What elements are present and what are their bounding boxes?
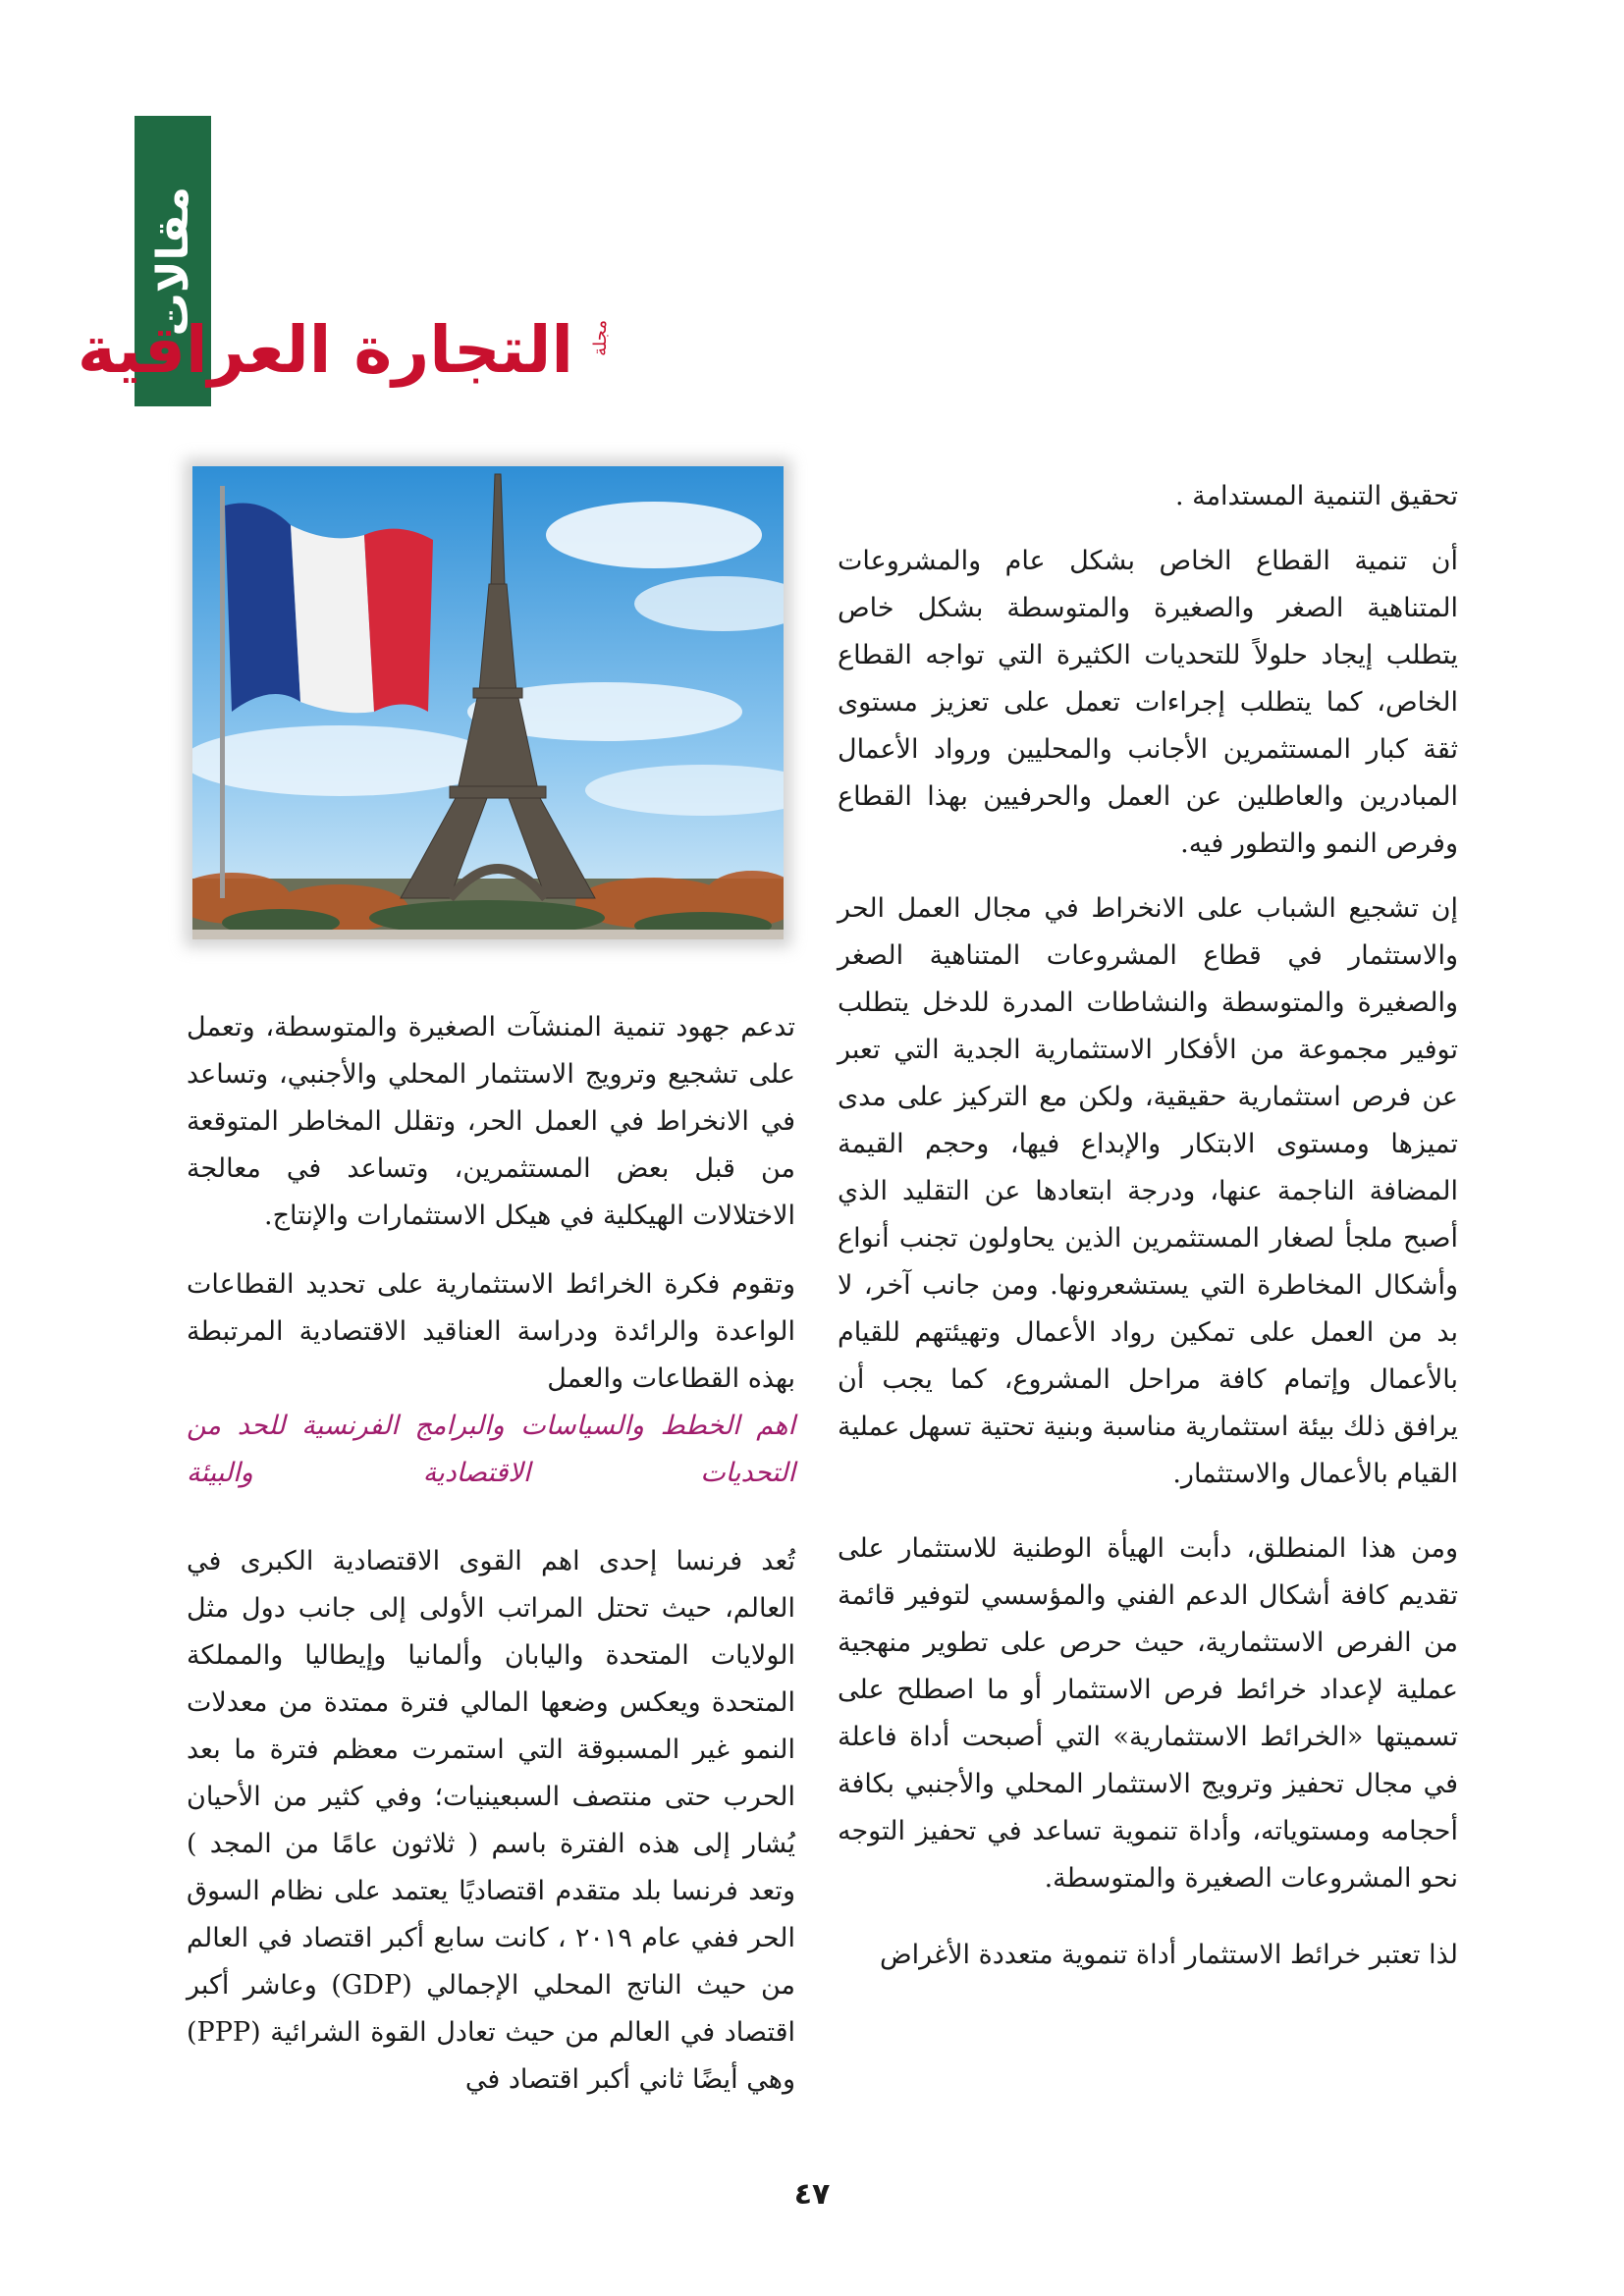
paragraph: تُعد فرنسا إحدى اهم القوى الاقتصادية الكبرى في العالم، حيث تحتل المراتب الأولى إلى جانب دول مثل الولايات المتحدة واليابان وألمانيا وإيطاليا والمملكة المتحدة ويعكس وضعها المالي فترة ممتدة من معدلات النمو غير المسبوقة التي استمرت معظم فترة ما بعد الحرب حتى منتصف السبعينيات؛ وفي كثير من الأحيان يُشار إلى هذه الفترة باسم ( ثلاثون عامًا من المجد ) وتعد فرنسا بلد متقدم اقتصاديًا يعتمد على نظام السوق الحر ففي عام ٢٠١٩ ، كانت سابع أكبر اقتصاد في العالم من حيث الناتج المحلي الإجمالي (GDP) وعاشر أكبر اقتصاد في العالم من حيث تعادل القوة الشرائية (PPP) وهي أيضًا ثاني أكبر اقتصاد في [187, 1546, 795, 2095]
masthead-title: التجارة العراقية [77, 312, 573, 388]
paragraph: ومن هذا المنطلق، دأبت الهيأة الوطنية للاستثمار على تقديم كافة أشكال الدعم الفني والمؤسسي لتوفير قائمة من الفرص الاستثمارية، حيث حرص على تطوير منهجية عملية لإعداد خرائط فرص الاستثمار أو ما اصطلح على تسميتها «الخرائط الاستثمارية» التي أصبحت أداة فاعلة في مجال تحفيز وترويج الاستثمار المحلي والأجنبي بكافة أحجامه ومستوياته، وأداة تنموية تساعد في تحفيز التوجه نحو المشروعات الصغيرة والمتوسطة. [838, 1533, 1458, 1894]
eiffel-tower-photo [192, 466, 784, 939]
paragraph: إن تشجيع الشباب على الانخراط في مجال العمل الحر والاستثمار في قطاع المشروعات المتناهية الصغر والصغيرة والمتوسطة والنشاطات المدرة للدخل يتطلب توفير مجموعة من الأفكار الاستثمارية الجدية التي تعبر عن فرص استثمارية حقيقية، ولكن مع التركيز على مدى تميزها ومستوى الابتكار والإبداع فيها، وحجم القيمة المضافة الناجمة عنها، ودرجة ابتعادها عن التقليد الذي أصبح ملجأ لصغار المستثمرين الذين يحاولون تجنب أنواع وأشكال المخاطرة التي يستشعرونها. ومن جانب آخر، لا بد من العمل على تمكين رواد الأعمال وتهيئتهم للقيام بالأعمال وإتمام كافة مراحل المشروع، كما يجب أن يرافق ذلك بيئة استثمارية مناسبة وبنية تحتية تسهل عملية القيام بالأعمال والاستثمار. [838, 893, 1458, 1489]
section-tab-label: مقالات [147, 186, 198, 337]
masthead-tag: مجلة [590, 320, 611, 356]
section-heading: اهم الخطط والسياسات والبرامج الفرنسية للحد من التحديات الاقتصادية والبيئة [187, 1411, 795, 1488]
paragraph: وتقوم فكرة الخرائط الاستثمارية على تحديد القطاعات الواعدة والرائدة ودراسة العناقيد الاقتصادية المرتبطة بهذه القطاعات والعمل [187, 1269, 795, 1394]
magazine-masthead [77, 306, 611, 395]
right-column [838, 473, 1458, 1979]
photo-illustration [192, 466, 784, 939]
paragraph: تحقيق التنمية المستدامة . [1174, 481, 1458, 511]
page-number: ٤٧ [793, 2177, 831, 2212]
paragraph: أن تنمية القطاع الخاص بشكل عام والمشروعات المتناهية الصغر والصغيرة والمتوسطة بشكل خاص يتطلب إيجاد حلولاً للتحديات الكثيرة التي تواجه القطاع الخاص، كما يتطلب إجراءات تعمل على تعزيز مستوى ثقة كبار المستثمرين الأجانب والمحليين ورواد الأعمال المبادرين والعاطلين عن العمل والحرفيين بهذا القطاع وفرص النمو والتطور فيه. [838, 546, 1458, 859]
paragraph: لذا تعتبر خرائط الاستثمار أداة تنموية متعددة الأغراض [879, 1940, 1458, 1970]
left-column [187, 1004, 795, 2104]
paragraph: تدعم جهود تنمية المنشآت الصغيرة والمتوسطة، وتعمل على تشجيع وترويج الاستثمار المحلي والأجنبي، وتساعد في الانخراط في العمل الحر، وتقلل المخاطر المتوقعة من قبل بعض المستثمرين، وتساعد في معالجة الاختلالات الهيكلية في هيكل الاستثمارات والإنتاج. [187, 1012, 795, 1231]
